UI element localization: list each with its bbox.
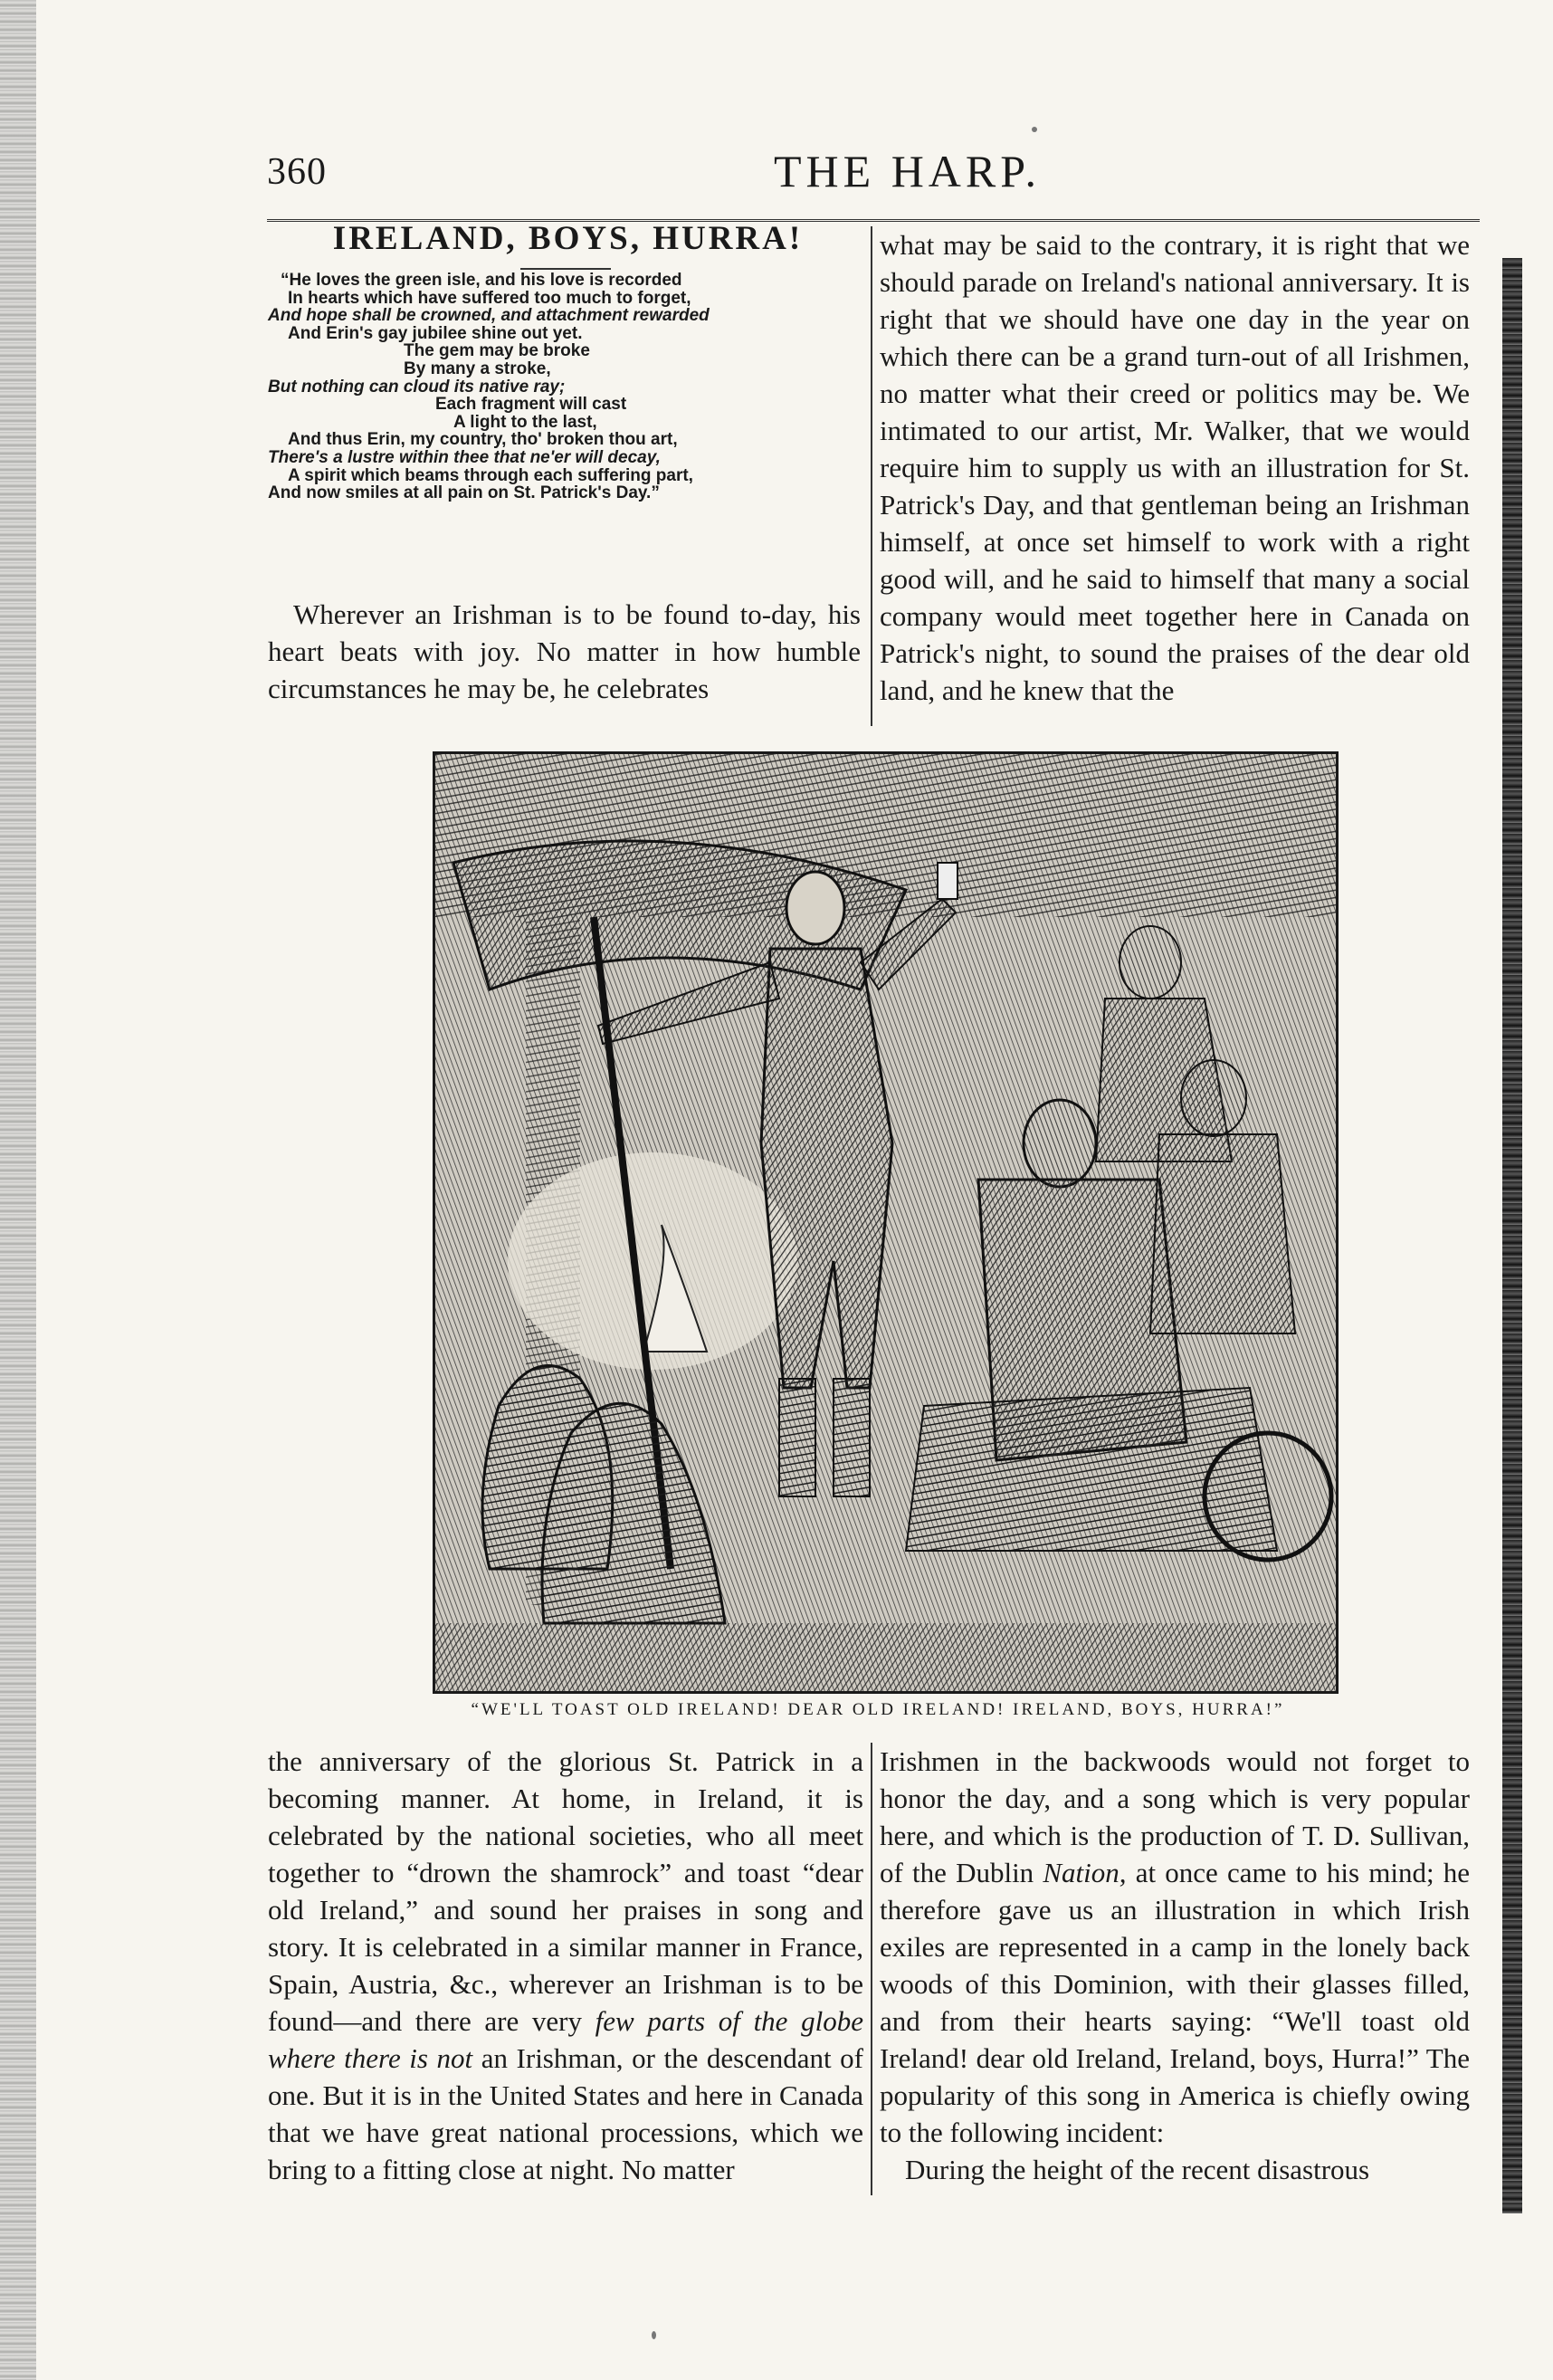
poem-title: IRELAND, BOYS, HURRA! xyxy=(332,220,804,257)
page-header xyxy=(267,145,1471,208)
poem-line: And hope shall be crowned, and attachment rewarded xyxy=(268,306,710,326)
scan-border-right xyxy=(1502,258,1522,2213)
poem-line: “He loves the green isle, and his love is recorded xyxy=(281,271,682,290)
poem-line: A spirit which beams through each suffering part, xyxy=(288,465,693,485)
article-paragraph: Wherever an Irishman is to be found to-day, his heart beats with joy. No matter in how humble circumstances he may be, he celebrates xyxy=(268,598,861,704)
scan-speck xyxy=(652,2331,656,2339)
poem-line: But nothing can cloud its native ray; xyxy=(268,377,566,397)
article-col-right-top xyxy=(880,226,1470,709)
article-paragraph: the anniversary of the glorious St. Patrick in a becoming manner. At home, in Ireland, it is celebrated by the national societies, who all meet together to “drown the shamrock” and toast “dear old Ireland,” and sound her praises in song and story. It is celebrated in a similar manner in France, Spain, Austria, &c., wherever an Irishman is to be found—and there are very few parts of the globe where there is not an Irishman, or the descendant of one. But it is in the United States and here in Canada that we have great national processions, which we bring to a fitting close at night. No matter xyxy=(268,1745,863,2185)
poem-line: Each fragment will cast xyxy=(435,395,627,415)
poem-line: The gem may be broke xyxy=(404,341,590,361)
article-paragraph: During the height of the recent disastrous xyxy=(905,2154,1370,2185)
poem-line: By many a stroke, xyxy=(404,358,551,378)
engraving-illustration xyxy=(433,751,1339,1694)
article-paragraph: Irishmen in the backwoods would not forget to honor the day, and a song which is very popular here, and which is the production of T. D. Sullivan, of the Dublin Nation, at once came to his mind; he therefore gave us an illustration in which Irish exiles are represented in a camp in the lonely back woods of this Dominion, with their glasses filled, and from their hearts saying: “We'll toast old Ireland! dear old Ireland, Ireland, boys, Hurra!” The popularity of this song in America is chiefly owing to the following incident: xyxy=(880,1745,1471,2148)
poem-title-rule xyxy=(520,268,611,270)
poem-line: And now smiles at all pain on St. Patrick's Day.” xyxy=(268,483,660,503)
article-col-right-bottom xyxy=(880,1743,1470,2188)
poem-line: And thus Erin, my country, tho' broken thou art, xyxy=(288,430,678,450)
column-rule-top xyxy=(871,226,872,726)
article-paragraph: what may be said to the contrary, it is right that we should parade on Ireland's national anniversary. It is right that we should have one day in the year on which there can be a grand turn-out of all Irishmen, no matter what their creed or politics may be. We intimated to our artist, Mr. Walker, that we would require him to supply us with an illustration for St. Patrick's Day, and that gentleman being an Irishman himself, at once set himself to work with a right good will, and he said to himself that many a social company would meet together here in Canada on Patrick's night, to sound the praises of the dear old land, and he knew that the xyxy=(880,229,1470,706)
poem-line: There's a lustre within thee that ne'er will decay, xyxy=(268,447,661,467)
poem-line: And Erin's gay jubilee shine out yet. xyxy=(288,323,583,343)
page-number: 360 xyxy=(267,151,327,193)
article-col-left-top xyxy=(268,596,861,707)
scan-speck xyxy=(1032,127,1037,132)
running-title: THE HARP. xyxy=(774,146,1042,196)
poem-line: A light to the last, xyxy=(453,412,597,432)
camp-scene-drawing xyxy=(435,754,1336,1691)
poem xyxy=(268,272,865,502)
poem-line: In hearts which have suffered too much to forget, xyxy=(288,288,691,308)
illustration-caption: “WE'LL TOAST OLD IRELAND! DEAR OLD IRELAND! IRELAND, BOYS, HURRA!” xyxy=(471,1700,1285,1719)
article-col-left-bottom xyxy=(268,1743,863,2188)
column-rule-bottom xyxy=(871,1743,872,2195)
scan-border-left xyxy=(0,0,36,2380)
